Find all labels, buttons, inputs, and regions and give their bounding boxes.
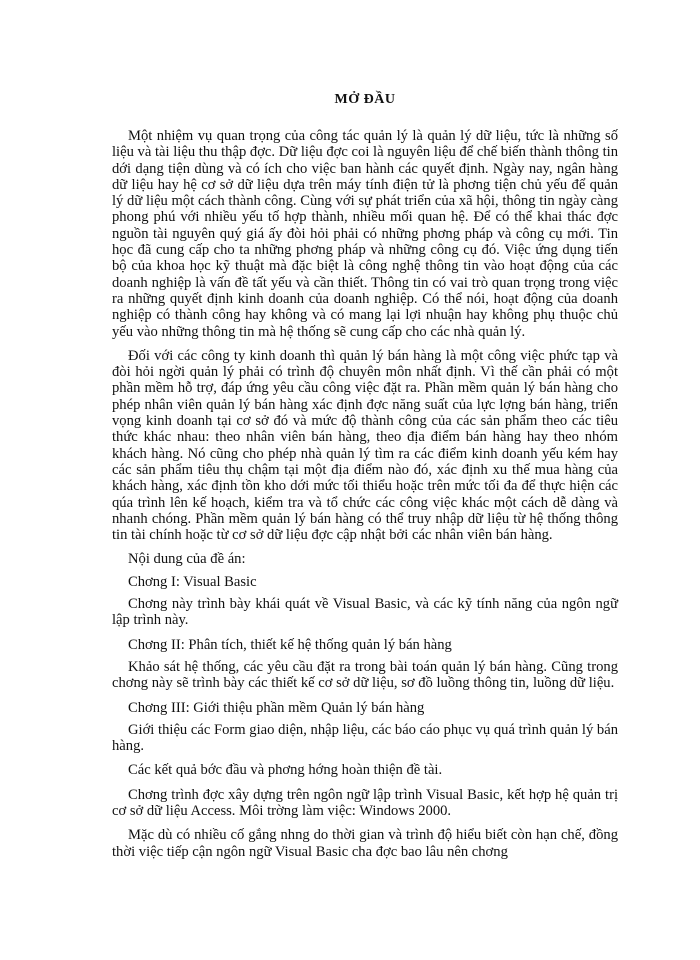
paragraph-chapter-2-desc: Khảo sát hệ thống, các yêu cầu đặt ra trong bài toán quản lý bán hàng. Cũng trong chơng này sẽ trình bày các thiết kế cơ sở dữ liệu, sơ đồ luồng thông tin, luồng dữ liệu.: [112, 658, 618, 692]
paragraph-program: Chơng trình đợc xây dựng trên ngôn ngữ lập trình Visual Basic, kết hợp hệ quản trị cơ sở dữ liệu Access. Môi trờng làm việc: Windows 2000.: [112, 786, 618, 819]
paragraph-results: Các kết quả bớc đầu và phơng hớng hoàn thiện đề tài.: [128, 762, 443, 779]
paragraph-chapter-3-desc: Giới thiệu các Form giao diện, nhập liệu, các báo cáo phục vụ quá trình quản lý bán hàng.: [112, 721, 618, 755]
paragraph-chapter-2: Chơng II: Phân tích, thiết kế hệ thống quản lý bán hàng: [128, 636, 452, 653]
paragraph-chapter-1: Chơng I: Visual Basic: [128, 573, 257, 590]
page-title: MỞ ĐẦU: [334, 92, 396, 107]
paragraph-contents-heading: Nội dung của đề án:: [128, 551, 246, 568]
paragraph-intro: Một nhiệm vụ quan trọng của công tác quản lý là quản lý dữ liệu, tức là những số liệu và tài liệu thu thập đợc. Dữ liệu đợc coi là nguyên liệu để chế biến thành thông tin dới dạng tiện dùng và có ích cho việc ban hành các quyết định. Ngày nay, ngân hàng dữ liệu hay hệ cơ sở dữ liệu dựa trên máy tính điện tử là phơng tiện chủ yếu để quản lý dữ liệu một cách thành công. Cùng với sự phát triển của xã hội, thông tin ngày càng phong phú với nhiều yếu tố hợp thành, nhiều mối quan hệ. Để có thể khai thác đợc nguồn tài nguyên quý giá ấy đòi hỏi phải có những phơng pháp và công cụ mới. Tin học đã cung cấp cho ta những phơng pháp và những công cụ đó. Việc ứng dụng tiến bộ của khoa học kỹ thuật mà đặc biệt là công nghệ thông tin vào hoạt động của các doanh nghiệp là vấn đề tất yếu và cần thiết. Thông tin có vai trò quan trọng trong việc ra những quyết định kinh doanh của doanh nghiệp. Có thể nói, hoạt động của doanh nghiệp có thành công hay không và có mang lại lợi nhuận hay không phụ thuộc chủ yếu vào những thông tin mà hệ thống sẽ cung cấp cho các nhà quản lý.: [112, 128, 618, 340]
paragraph-closing: Mặc dù có nhiều cố gắng nhng do thời gian và trình độ hiểu biết còn hạn chế, đồng thời việc tiếp cận ngôn ngữ Visual Basic cha đợc bao lâu nên chơng: [112, 827, 618, 860]
paragraph-chapter-3: Chơng III: Giới thiệu phần mềm Quản lý bán hàng: [128, 699, 425, 716]
paragraph-chapter-1-desc: Chơng này trình bày khái quát về Visual Basic, và các kỹ tính năng của ngôn ngữ lập trình này.: [112, 596, 618, 629]
paragraph-sales: Đối với các công ty kinh doanh thì quản lý bán hàng là một công việc phức tạp và đòi hỏi ngời quản lý phải có trình độ chuyên môn nhất định. Vì thế cần phải có một phần mềm hỗ trợ, đáp ứng yêu cầu công việc đặt ra. Phần mềm quản lý bán hàng cho phép nhân viên quản lý bán hàng xác định đợc năng suất của lực lợng bán hàng, triển vọng kinh doanh tại cơ sở đó và mức độ thành công của các sản phẩm theo các tiêu thức khác nhau: theo nhân viên bán hàng, theo địa điểm bán hàng hay theo nhóm khách hàng. Nó cũng cho phép nhà quản lý tìm ra các điểm kinh doanh yếu kém hay các sản phẩm tiêu thụ chậm tại một địa điểm nào đó, xác định xu thế mua hàng của khách hàng, xác định tồn kho dới mức tối thiểu hoặc trên mức tối đa để thực hiện các qúa trình lên kế hoạch, kiểm tra và tổ chức các công việc khác một cách dễ dàng và nhanh chóng. Phần mềm quản lý bán hàng có thể truy nhập dữ liệu từ hệ thống thông tin tài chính hoặc từ cơ sở dữ liệu đợc cập nhật bởi các nhân viên bán hàng.: [112, 347, 618, 544]
